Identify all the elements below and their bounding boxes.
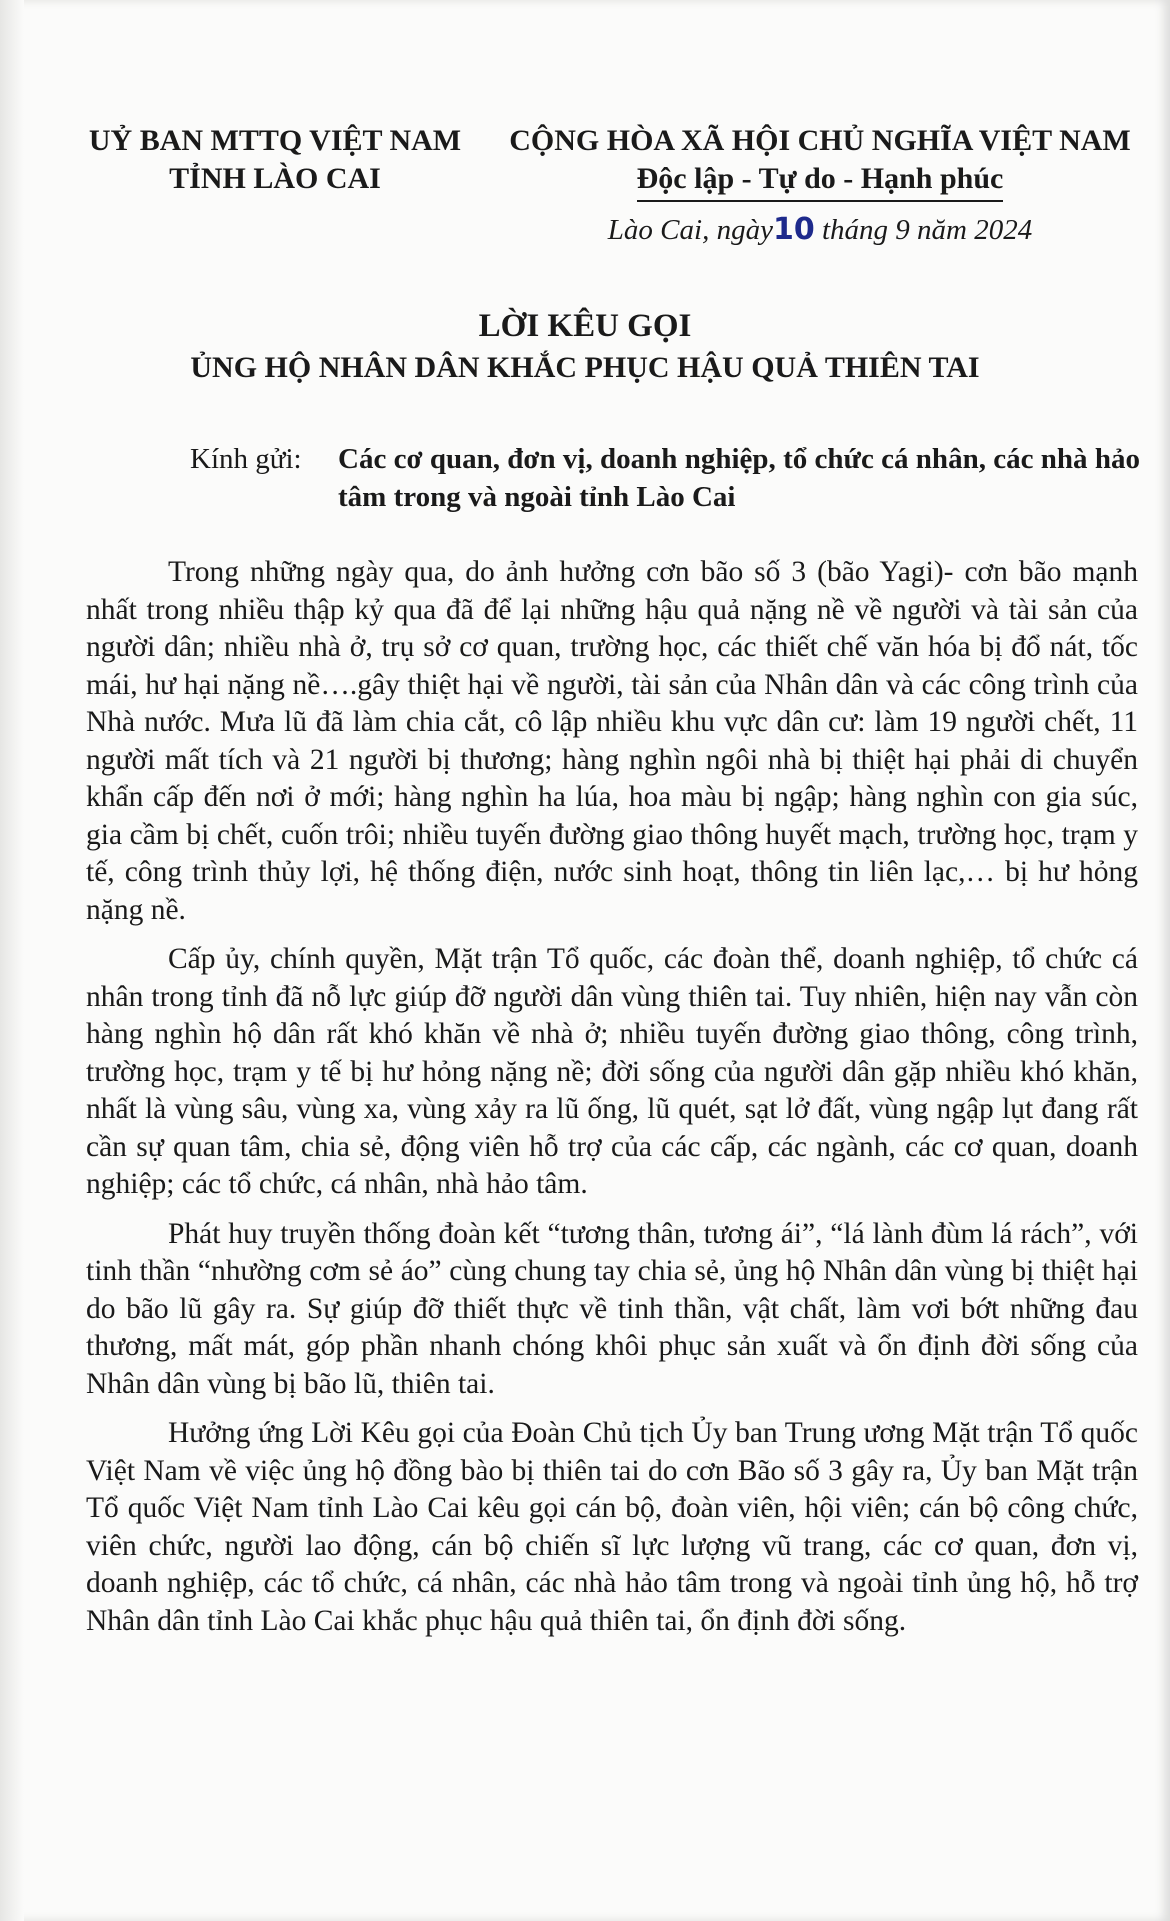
body-paragraph: Trong những ngày qua, do ảnh hưởng cơn bão số 3 (bão Yagi)- cơn bão mạnh nhất trong nhiều thập kỷ qua đã để lại những hậu quả nặng nề về người và tài sản của người dân; nhiều nhà ở, trụ sở cơ quan, trường học, các thiết chế văn hóa bị đổ nát, tốc mái, hư hại nặng nề….gây thiệt hại về người, tài sản của Nhân dân và các công trình của Nhà nước. Mưa lũ đã làm chia cắt, cô lập nhiều khu vực dân cư: làm 19 người chết, 11 người mất tích và 21 người bị thương; hàng nghìn ngôi nhà bị thiệt hại phải di chuyển khẩn cấp đến nơi ở mới; hàng nghìn ha lúa, hoa màu bị ngập; hàng nghìn con gia súc, gia cầm bị chết, cuốn trôi; nhiều tuyến đường giao thông huyết mạch, trường học, trạm y tế, công trình thủy lợi, hệ thống điện, nước sinh hoạt, thông tin liên lạc,… bị hư hỏng nặng nề.: [86, 556, 1138, 926]
page-edge-shadow: [0, 0, 24, 1921]
recipient-block: [190, 440, 1140, 516]
national-motto: Độc lập - Tự do - Hạnh phúc: [637, 160, 1004, 202]
body-paragraph: Cấp ủy, chính quyền, Mặt trận Tổ quốc, các đoàn thể, doanh nghiệp, tổ chức cá nhân trong tỉnh đã nỗ lực giúp đỡ người dân vùng thiên tai. Tuy nhiên, hiện nay vẫn còn hàng nghìn hộ dân rất khó khăn về nhà ở; nhiều tuyến đường giao thông, công trình, trường học, trạm y tế bị hư hỏng nặng nề; đời sống của người dân gặp nhiều khó khăn, nhất là vùng sâu, vùng xa, vùng xảy ra lũ ống, lũ quét, sạt lở đất, vùng ngập lụt đang rất cần sự quan tâm, chia sẻ, động viên hỗ trợ của các cấp, các ngành, các cơ quan, doanh nghiệp; các tổ chức, cá nhân, nhà hảo tâm.: [86, 943, 1138, 1200]
date-suffix: tháng 9 năm 2024: [821, 214, 1033, 246]
document-date: [500, 212, 1140, 247]
title-sub: ỦNG HỘ NHÂN DÂN KHẮC PHỤC HẬU QUẢ THIÊN TAI: [190, 351, 980, 384]
body-paragraph: Hưởng ứng Lời Kêu gọi của Đoàn Chủ tịch Ủy ban Trung ương Mặt trận Tổ quốc Việt Nam về việc ủng hộ đồng bào bị thiên tai do cơn Bão số 3 gây ra, Ủy ban Mặt trận Tổ quốc Việt Nam tỉnh Lào Cai kêu gọi cán bộ, đoàn viên, hội viên; cán bộ công chức, viên chức, người lao động, cán bộ chiến sĩ lực lượng vũ trang, các cơ quan, đơn vị, doanh nghiệp, các tổ chức, cá nhân, các nhà hảo tâm trong và ngoài tỉnh ủng hộ, hỗ trợ Nhân dân tỉnh Lào Cai khắc phục hậu quả thiên tai, ổn định đời sống.: [86, 1417, 1138, 1637]
date-prefix: Lào Cai, ngày: [607, 214, 773, 246]
nation-name: CỘNG HÒA XÃ HỘI CHỦ NGHĨA VIỆT NAM: [509, 124, 1131, 157]
title-main: LỜI KÊU GỌI: [478, 308, 692, 344]
recipient-label: Kính gửi:: [190, 443, 302, 475]
recipient-text: Các cơ quan, đơn vị, doanh nghiệp, tổ chức cá nhân, các nhà hảo tâm trong và ngoài tỉnh Lào Cai: [338, 443, 1140, 513]
date-day-handwritten: 10: [772, 212, 815, 247]
org-name: UỶ BAN MTTQ VIỆT NAM: [88, 124, 462, 157]
body-paragraph: Phát huy truyền thống đoàn kết “tương thân, tương ái”, “lá lành đùm lá rách”, với tinh thần “nhường cơm sẻ áo” cùng chung tay chia sẻ, ủng hộ Nhân dân vùng bị thiệt hại do bão lũ gây ra. Sự giúp đỡ thiết thực về tinh thần, vật chất, làm vơi bớt những đau thương, mất mát, góp phần nhanh chóng khôi phục sản xuất và ổn định đời sống của Nhân dân vùng bị bão lũ, thiên tai.: [86, 1217, 1138, 1400]
national-header: [500, 122, 1140, 202]
issuing-organization: [70, 122, 480, 198]
document-body: [86, 554, 1138, 1652]
document-title: [0, 305, 1170, 389]
org-province: TỈNH LÀO CAI: [169, 162, 381, 195]
